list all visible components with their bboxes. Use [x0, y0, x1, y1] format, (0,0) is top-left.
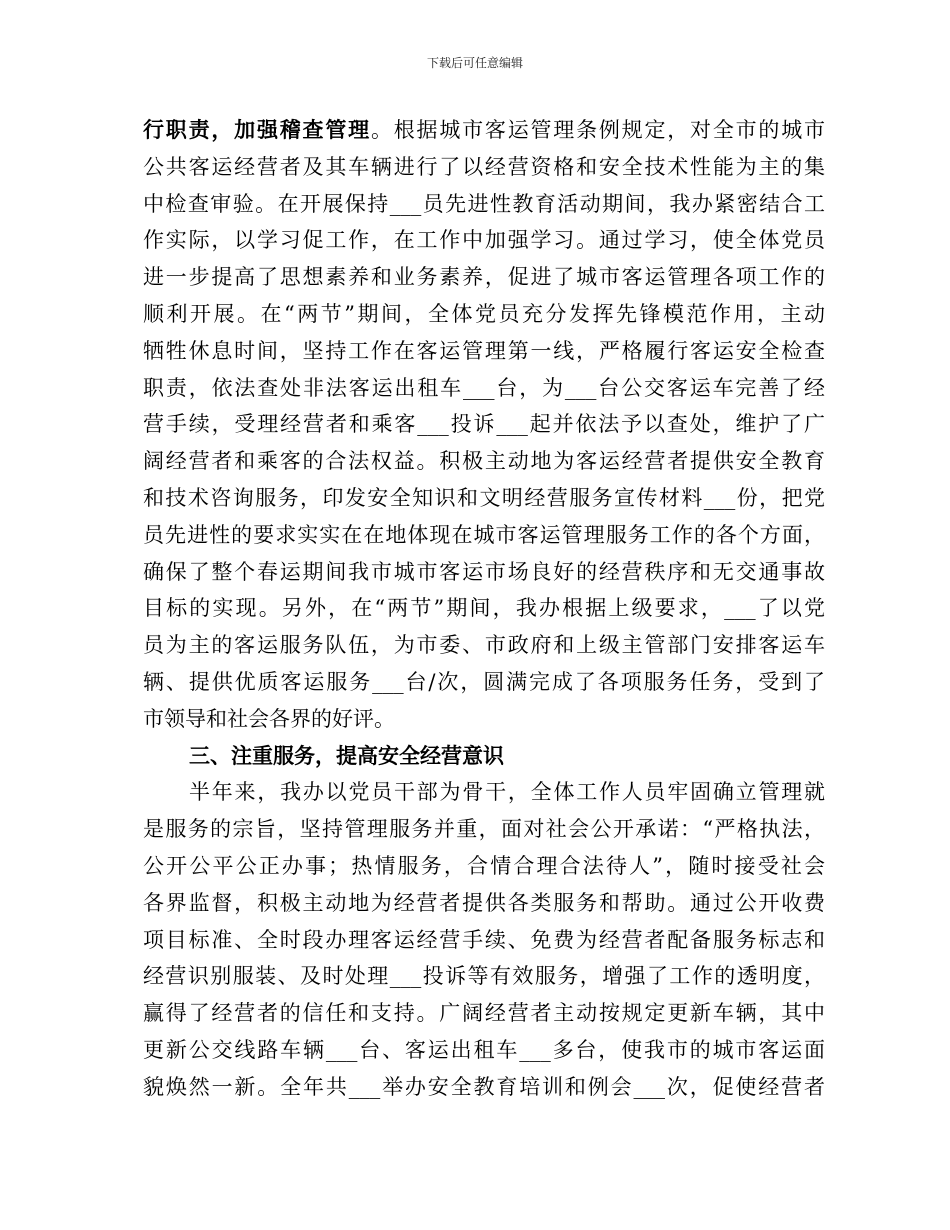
text-line: 经营识别服装、及时处理___投诉等有效服务，增强了工作的透明度， — [143, 964, 825, 989]
document-body — [143, 112, 825, 1106]
line-text: 。根据城市客运管理条例规定，对全市的城市 — [370, 118, 826, 142]
text-line: 目标的实现。另外，在“两节”期间，我办根据上级要求，___了以党 — [143, 596, 825, 621]
text-line: 中检查审验。在开展保持___员先进性教育活动期间，我办紧密结合工 — [143, 191, 825, 216]
text-line: 各界监督，积极主动地为经营者提供各类服务和帮助。通过公开收费 — [143, 890, 825, 915]
page-header: 下载后可任意编辑 — [426, 56, 523, 70]
text-line: 公开公平公正办事；热情服务，合情合理合法待人”，随时接受社会 — [143, 853, 825, 878]
text-line: 和技术咨询服务，印发安全知识和文明经营服务宣传材料___份，把党 — [143, 485, 825, 510]
text-line: 市领导和社会各界的好评。 — [143, 706, 395, 731]
text-line: 半年来，我办以党员干部为骨干，全体工作人员牢固确立管理就 — [189, 780, 825, 805]
section-heading: 三、注重服务，提高安全经营意识 — [189, 742, 504, 768]
text-line: 是服务的宗旨，坚持管理服务并重，面对社会公开承诺：“严格执法， — [143, 817, 825, 842]
text-line: 营手续，受理经营者和乘客___投诉___起并依法予以查处，维护了广 — [143, 412, 825, 437]
text-line: 公共客运经营者及其车辆进行了以经营资格和安全技术性能为主的集 — [143, 154, 825, 179]
text-line: 阔经营者和乘客的合法权益。积极主动地为客运经营者提供安全教育 — [143, 449, 825, 474]
text-line: 职责，依法查处非法客运出租车___台，为___台公交客运车完善了经 — [143, 375, 825, 400]
text-line: 员先进性的要求实实在在地体现在城市客运管理服务工作的各个方面， — [143, 522, 825, 547]
text-line: 辆、提供优质客运服务___台/次，圆满完成了各项服务任务，受到了 — [143, 669, 825, 694]
text-line — [143, 112, 825, 149]
text-line: 作实际，以学习促工作，在工作中加强学习。通过学习，使全体党员 — [143, 228, 825, 253]
text-line: 确保了整个春运期间我市城市客运市场良好的经营秩序和无交通事故 — [143, 559, 825, 584]
text-line: 赢得了经营者的信任和支持。广阔经营者主动按规定更新车辆，其中 — [143, 1001, 825, 1026]
bold-phrase: 行职责，加强稽查管理 — [143, 117, 371, 142]
text-line: 项目标准、全时段办理客运经营手续、免费为经营者配备服务标志和 — [143, 927, 825, 952]
text-line: 员为主的客运服务队伍，为市委、市政府和上级主管部门安排客运车 — [143, 633, 825, 658]
text-line: 顺利开展。在“两节”期间，全体党员充分发挥先锋模范作用，主动 — [143, 301, 825, 326]
text-line: 貌焕然一新。全年共___举办安全教育培训和例会___次，促使经营者 — [143, 1074, 825, 1099]
text-line: 牺牲休息时间，坚持工作在客运管理第一线，严格履行客运安全检查 — [143, 338, 825, 363]
text-line: 进一步提高了思想素养和业务素养，促进了城市客运管理各项工作的 — [143, 265, 825, 290]
text-line: 更新公交线路车辆___台、客运出租车___多台，使我市的城市客运面 — [143, 1037, 825, 1062]
